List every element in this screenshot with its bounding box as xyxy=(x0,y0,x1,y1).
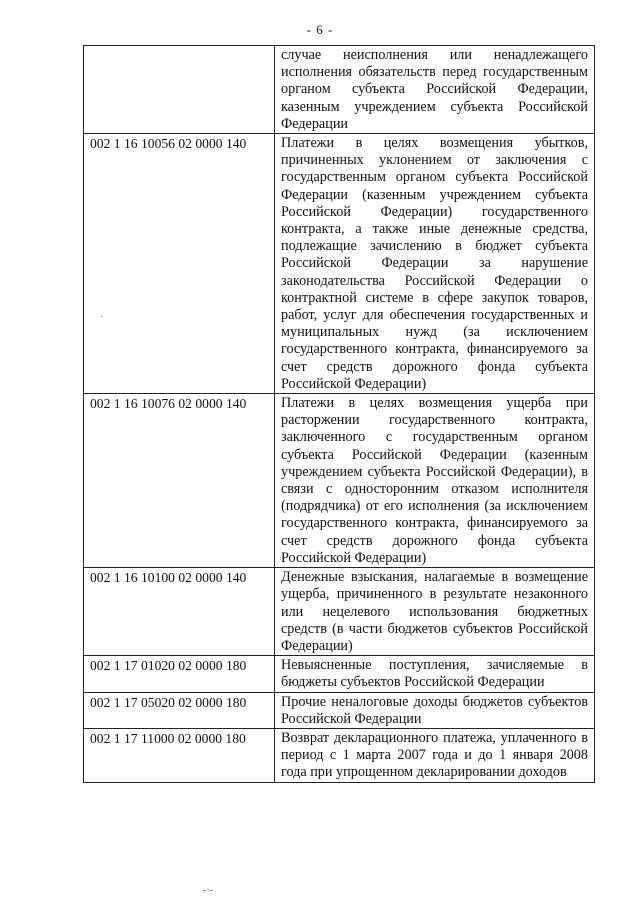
row-code: 002 1 17 05020 02 0000 180 xyxy=(84,692,275,728)
table-row xyxy=(84,656,595,692)
row-code xyxy=(84,46,275,134)
table-row xyxy=(84,568,595,656)
row-code: 002 1 16 10056 02 0000 140 xyxy=(84,134,275,394)
row-description: Платежи в целях возмещения ущерба при расторжении государственного контракта, заключенного с государственным органом субъекта Российской Федерации (казенным учреждением субъекта Российской Федерации), в связи с односторонним отказом исполнителя (подрядчика) от его исполнения (за исключением государственного контракта, финансируемого за счет средств дорожного фонда субъекта Российской Федерации) xyxy=(275,394,595,568)
row-description: Денежные взыскания, налагаемые в возмещение ущерба, причиненного в результате незаконного или нецелевого использования бюджетных средств (в части бюджетов субъектов Российской Федерации) xyxy=(275,568,595,656)
scan-speck: -·- xyxy=(203,885,213,896)
budget-codes-table xyxy=(83,45,595,783)
row-description: Прочие неналоговые доходы бюджетов субъектов Российской Федерации xyxy=(275,692,595,728)
row-description: Невыясненные поступления, зачисляемые в бюджеты субъектов Российской Федерации xyxy=(275,656,595,692)
table-row xyxy=(84,394,595,568)
scan-speck: · xyxy=(100,312,104,323)
row-code: 002 1 17 01020 02 0000 180 xyxy=(84,656,275,692)
table-row xyxy=(84,46,595,134)
table-row xyxy=(84,692,595,728)
table-row xyxy=(84,728,595,782)
row-description: Возврат декларационного платежа, уплаченного в период с 1 марта 2007 года и до 1 января 2008 года при упрощенном декларировании доходов xyxy=(275,728,595,782)
row-code: 002 1 16 10076 02 0000 140 xyxy=(84,394,275,568)
row-description: Платежи в целях возмещения убытков, причиненных уклонением от заключения с государственным органом субъекта Российской Федерации (казенным учреждением субъекта Российской Федерации) государственного контракта, а также иные денежные средства, подлежащие зачислению в бюджет субъекта Российской Федерации за нарушение законодательства Российской Федерации о контрактной системе в сфере закупок товаров, работ, услуг для обеспечения государственных и муниципальных нужд (за исключением государственного контракта, финансируемого за счет средств дорожного фонда субъекта Российской Федерации) xyxy=(275,134,595,394)
row-code: 002 1 16 10100 02 0000 140 xyxy=(84,568,275,656)
row-code: 002 1 17 11000 02 0000 180 xyxy=(84,728,275,782)
page-number: - 6 - xyxy=(306,22,334,37)
row-description: случае неисполнения или ненадлежащего исполнения обязательств перед государственным органом субъекта Российской Федерации, казенным учреждением субъекта Российской Федерации xyxy=(275,46,595,134)
table-row xyxy=(84,134,595,394)
